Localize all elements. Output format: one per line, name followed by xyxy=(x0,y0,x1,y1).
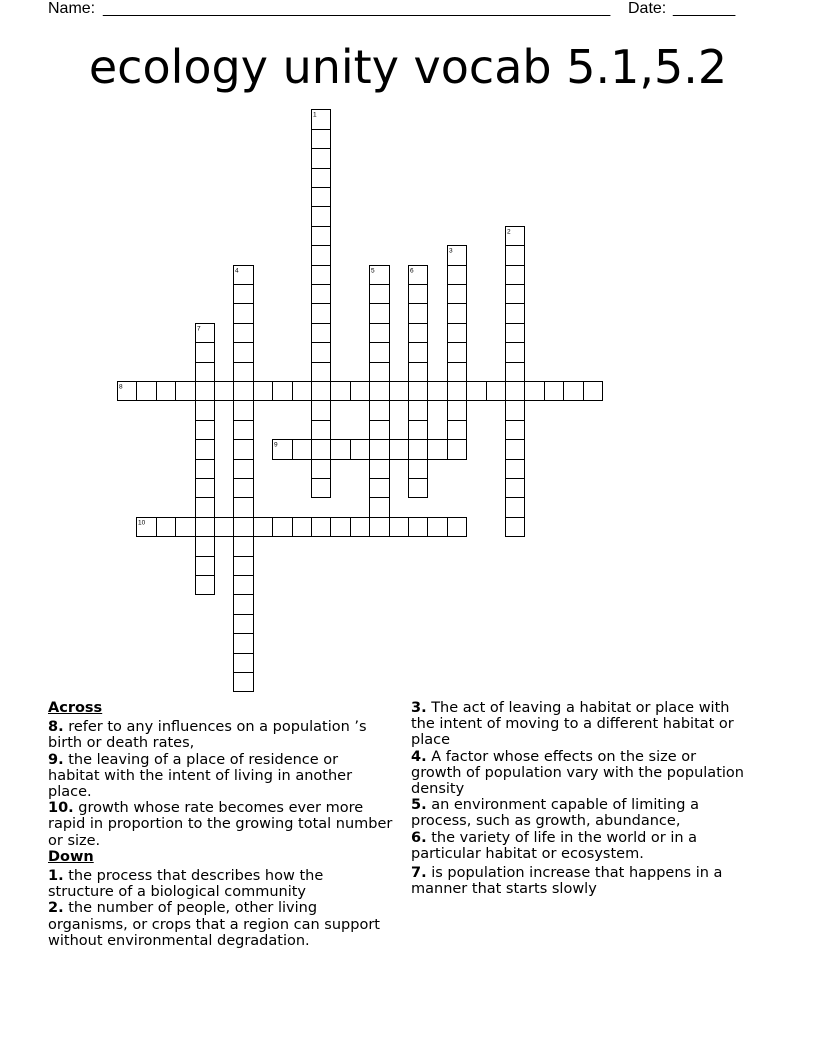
cell-number-8: 8 xyxy=(119,383,123,391)
grid-cell xyxy=(506,498,525,518)
grid-cell xyxy=(312,188,331,207)
clue-text: structure of a biological community xyxy=(48,884,306,901)
grid-cell xyxy=(506,363,525,382)
clue-number: 7. xyxy=(411,865,427,882)
down-clue-list-continued xyxy=(411,700,801,897)
clue-line xyxy=(48,719,403,735)
grid-cell xyxy=(176,382,196,401)
grid-cell xyxy=(273,382,293,401)
grid-cell xyxy=(254,382,273,401)
clue-text: or size. xyxy=(48,832,101,849)
grid-cell xyxy=(234,382,254,401)
grid-cell xyxy=(584,382,603,401)
grid-cell xyxy=(409,440,428,460)
grid-cell xyxy=(506,518,525,537)
clue-across-9 xyxy=(48,752,403,801)
clue-text: manner that starts slowly xyxy=(411,881,597,898)
clue-line xyxy=(48,816,403,832)
clue-line xyxy=(411,846,801,862)
cell-number-2: 2 xyxy=(507,228,511,236)
grid-cell xyxy=(409,382,428,401)
grid-cell xyxy=(409,363,428,382)
grid-cell xyxy=(448,401,467,421)
grid-cell xyxy=(428,518,448,537)
grid-cell xyxy=(234,654,254,673)
grid-cell xyxy=(506,304,525,324)
clue-number: 1. xyxy=(48,868,64,885)
clue-text: refer to any influences on a population ’s xyxy=(68,719,367,736)
grid-cell xyxy=(448,518,467,537)
grid-cell xyxy=(312,401,331,421)
grid-cell xyxy=(448,285,467,304)
grid-cell xyxy=(525,382,545,401)
clue-line xyxy=(48,768,403,784)
clue-down-5 xyxy=(411,797,801,829)
grid-cell xyxy=(196,421,215,440)
clue-line xyxy=(48,800,403,816)
grid-cell xyxy=(234,285,254,304)
clue-line xyxy=(48,784,403,800)
grid-cell xyxy=(409,421,428,440)
grid-cell xyxy=(273,518,293,537)
grid-cell xyxy=(331,518,351,537)
grid-cell xyxy=(487,382,506,401)
grid-cell xyxy=(409,479,428,498)
grid-cell xyxy=(370,498,390,518)
grid-cell xyxy=(312,304,331,324)
clue-number: 10. xyxy=(48,800,74,817)
grid-cell xyxy=(331,440,351,460)
clue-text: rapid in proportion to the growing total number xyxy=(48,816,393,833)
clue-text: the variety of life in the world or in a xyxy=(431,829,698,846)
grid-cell xyxy=(351,518,370,537)
grid-cells xyxy=(118,110,603,692)
date-label: Date: xyxy=(628,0,667,17)
clue-text: birth or death rates, xyxy=(48,735,195,752)
grid-cell xyxy=(196,537,215,557)
name-blank-line: _________________________________________________________ xyxy=(103,0,611,17)
grid-cell xyxy=(234,440,254,460)
grid-cell xyxy=(390,518,409,537)
grid-cell xyxy=(409,304,428,324)
grid-cell xyxy=(234,479,254,498)
across-heading: Across xyxy=(48,700,103,716)
clue-down-4 xyxy=(411,749,801,798)
clue-line xyxy=(411,865,801,881)
grid-cell xyxy=(370,363,390,382)
clue-line xyxy=(411,797,801,813)
clue-line xyxy=(48,900,403,916)
grid-cell xyxy=(448,304,467,324)
grid-cell xyxy=(448,363,467,382)
grid-cell xyxy=(312,246,331,266)
clue-line xyxy=(411,749,801,765)
grid-cell xyxy=(370,285,390,304)
clue-down-1 xyxy=(48,868,403,900)
clue-text: The act of leaving a habitat or place with xyxy=(431,700,730,716)
grid-cell xyxy=(370,401,390,421)
grid-cell xyxy=(506,421,525,440)
clue-across-10 xyxy=(48,800,403,849)
clues-left-column xyxy=(48,700,403,949)
grid-cell xyxy=(506,246,525,266)
grid-cell xyxy=(448,382,467,401)
down-heading: Down xyxy=(48,848,94,865)
cell-number-7: 7 xyxy=(197,325,201,333)
grid-cell xyxy=(467,382,487,401)
clue-text: density xyxy=(411,781,465,798)
grid-cell xyxy=(196,518,215,537)
grid-cell xyxy=(506,401,525,421)
grid-cell xyxy=(409,324,428,343)
grid-cell xyxy=(370,324,390,343)
grid-cell xyxy=(370,421,390,440)
grid-cell xyxy=(351,382,370,401)
clue-number: 5. xyxy=(411,797,427,814)
grid-cell xyxy=(137,382,157,401)
grid-cell xyxy=(176,518,196,537)
clue-across-8 xyxy=(48,719,403,751)
grid-cell xyxy=(390,440,409,460)
clue-line xyxy=(48,884,403,900)
grid-cell xyxy=(234,634,254,654)
grid-cell xyxy=(428,440,448,460)
grid-cell xyxy=(234,460,254,479)
grid-cell xyxy=(312,227,331,246)
grid-cell xyxy=(331,382,351,401)
grid-cell xyxy=(196,382,215,401)
grid-cell xyxy=(312,207,331,227)
clue-line xyxy=(411,781,801,797)
clue-down-7 xyxy=(411,865,801,897)
grid-cell xyxy=(448,324,467,343)
grid-cell xyxy=(370,304,390,324)
clue-text: particular habitat or ecosystem. xyxy=(411,845,644,862)
clue-text: place xyxy=(411,732,451,749)
grid-cell xyxy=(196,343,215,363)
grid-cell xyxy=(234,576,254,595)
grid-cell xyxy=(312,130,331,149)
grid-cell xyxy=(506,479,525,498)
grid-cell xyxy=(370,440,390,460)
clue-text: place. xyxy=(48,784,92,801)
clue-down-3 xyxy=(411,700,801,749)
clue-down-2 xyxy=(48,900,403,949)
clue-text: the leaving of a place of residence or xyxy=(68,751,339,768)
grid-cell xyxy=(312,266,331,285)
grid-cell xyxy=(312,382,331,401)
grid-cell xyxy=(312,343,331,363)
clue-text: habitat with the intent of living in another xyxy=(48,767,353,784)
clue-text: A factor whose effects on the size or xyxy=(431,748,697,765)
grid-cell xyxy=(196,363,215,382)
grid-cell xyxy=(370,382,390,401)
clue-line xyxy=(411,813,801,829)
worksheet-title: ecology unity vocab 5.1,5.2 xyxy=(88,40,728,94)
grid-cell xyxy=(409,343,428,363)
clue-text: the number of people, other living xyxy=(68,900,318,917)
grid-cell xyxy=(506,460,525,479)
grid-cell xyxy=(409,460,428,479)
cell-number-5: 5 xyxy=(371,267,375,275)
clues-right-column xyxy=(411,700,801,897)
grid-cell xyxy=(234,343,254,363)
clue-line xyxy=(48,868,403,884)
grid-cell xyxy=(234,537,254,557)
grid-cell xyxy=(409,401,428,421)
grid-cell xyxy=(506,324,525,343)
grid-cell xyxy=(506,266,525,285)
clue-line xyxy=(411,732,801,748)
clue-number: 3. xyxy=(411,700,427,716)
grid-cell xyxy=(564,382,584,401)
grid-cell xyxy=(312,324,331,343)
clue-line xyxy=(48,833,403,849)
grid-cell xyxy=(506,285,525,304)
across-clue-list xyxy=(48,719,403,849)
clue-text: growth of population vary with the population xyxy=(411,764,744,781)
date-blank-line: _______ xyxy=(673,0,736,17)
grid-cell xyxy=(234,401,254,421)
grid-cell xyxy=(312,421,331,440)
grid-cell xyxy=(234,421,254,440)
grid-cell xyxy=(370,479,390,498)
grid-cell xyxy=(234,557,254,576)
grid-cell xyxy=(312,440,331,460)
clue-number: 2. xyxy=(48,900,64,917)
grid-cell xyxy=(409,518,428,537)
grid-cell xyxy=(312,460,331,479)
grid-cell xyxy=(293,518,312,537)
clue-line xyxy=(48,735,403,751)
grid-cell xyxy=(254,518,273,537)
grid-cell xyxy=(196,401,215,421)
grid-cell xyxy=(293,382,312,401)
grid-cell xyxy=(196,460,215,479)
name-label: Name: xyxy=(48,0,96,17)
clue-line xyxy=(411,765,801,781)
grid-cell xyxy=(312,149,331,169)
grid-cell xyxy=(157,518,176,537)
grid-cell xyxy=(234,324,254,343)
clue-line xyxy=(48,752,403,768)
clue-text: an environment capable of limiting a xyxy=(431,797,699,814)
clue-down-6 xyxy=(411,830,801,862)
cell-number-4: 4 xyxy=(235,267,239,275)
grid-cell xyxy=(506,440,525,460)
grid-cell xyxy=(234,304,254,324)
cell-number-6: 6 xyxy=(410,267,414,275)
grid-cell xyxy=(234,673,254,692)
clue-number: 9. xyxy=(48,751,64,768)
grid-cell xyxy=(545,382,564,401)
grid-cell xyxy=(215,518,234,537)
clue-number: 4. xyxy=(411,748,427,765)
clue-number: 6. xyxy=(411,829,427,846)
down-clue-list xyxy=(48,868,403,949)
cell-number-1: 1 xyxy=(313,111,317,119)
grid-cell xyxy=(448,440,467,460)
grid-cell xyxy=(448,266,467,285)
clue-line xyxy=(411,700,801,716)
clue-text: growth whose rate becomes ever more xyxy=(78,800,364,817)
crossword-grid xyxy=(0,100,816,694)
clue-text: without environmental degradation. xyxy=(48,932,310,949)
grid-cell xyxy=(196,479,215,498)
grid-cell xyxy=(428,382,448,401)
grid-cell xyxy=(293,440,312,460)
grid-cell xyxy=(196,576,215,595)
grid-cell xyxy=(196,498,215,518)
grid-cell xyxy=(196,440,215,460)
clue-text: organisms, or crops that a region can support xyxy=(48,916,380,933)
cell-number-9: 9 xyxy=(274,441,278,449)
grid-cell xyxy=(234,518,254,537)
grid-cell xyxy=(157,382,176,401)
clue-text: is population increase that happens in a xyxy=(431,865,723,882)
grid-cell xyxy=(312,169,331,188)
grid-cell xyxy=(390,382,409,401)
grid-cell xyxy=(448,421,467,440)
grid-cell xyxy=(312,363,331,382)
clue-line xyxy=(411,881,801,897)
clue-line xyxy=(411,830,801,846)
grid-cell xyxy=(506,343,525,363)
cell-number-3: 3 xyxy=(449,247,453,255)
grid-cell xyxy=(448,343,467,363)
grid-cell xyxy=(351,440,370,460)
grid-cell xyxy=(234,498,254,518)
grid-cell xyxy=(196,557,215,576)
grid-cell xyxy=(506,382,525,401)
clue-text: the process that describes how the xyxy=(68,868,324,885)
grid-cell xyxy=(409,285,428,304)
grid-cell xyxy=(370,518,390,537)
grid-cell xyxy=(215,382,234,401)
clue-line xyxy=(48,933,403,949)
grid-cell xyxy=(370,343,390,363)
clue-line xyxy=(48,917,403,933)
grid-cell xyxy=(312,285,331,304)
clue-text: the intent of moving to a different habitat or xyxy=(411,716,734,733)
clue-text: process, such as growth, abundance, xyxy=(411,813,681,830)
grid-cell xyxy=(370,460,390,479)
cell-number-10: 10 xyxy=(138,519,146,527)
grid-cell xyxy=(312,479,331,498)
grid-cell xyxy=(234,615,254,634)
grid-cell xyxy=(234,363,254,382)
clue-line xyxy=(411,716,801,732)
clue-number: 8. xyxy=(48,719,64,736)
grid-cell xyxy=(312,518,331,537)
grid-cell xyxy=(234,595,254,615)
